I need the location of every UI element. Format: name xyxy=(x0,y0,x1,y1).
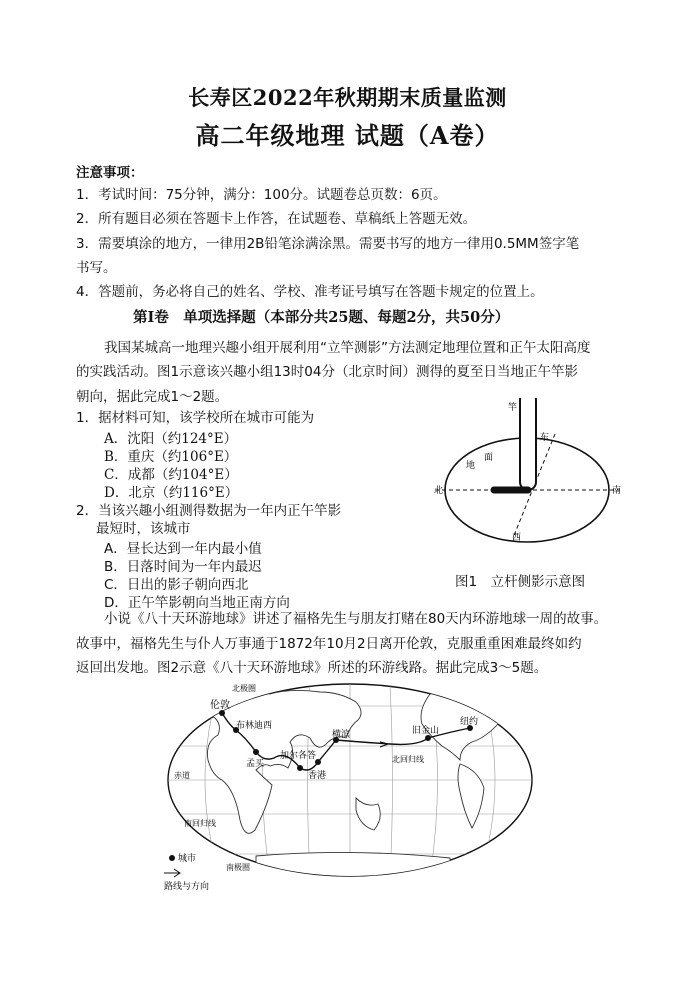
tropic-cancer-label: 北回归线 xyxy=(392,755,424,764)
question-1-option-d: D．北京（约116°E） xyxy=(104,485,239,501)
hong-kong-label: 香港 xyxy=(308,771,327,781)
question-1-option-c: C．成都（约104°E） xyxy=(104,467,238,483)
notice-item-2: 2．所有题目必须在答题卡上作答，在试题卷、草稿纸上答题无效。 xyxy=(76,211,477,227)
notice-heading: 注意事项： xyxy=(76,165,144,181)
notice-item-1: 1．考试时间：75分钟，满分：100分。试题卷总页数：6页。 xyxy=(76,187,447,203)
ground-label: 地 xyxy=(466,461,476,471)
passage1-line-3: 朝向，据此完成1～2题。 xyxy=(76,389,229,405)
pole-label: 竿 xyxy=(508,403,518,413)
south-label: 南 xyxy=(612,486,622,496)
surface-label: 面 xyxy=(484,453,494,463)
question-2-stem: 2．当该兴趣小组测得数据为一年内正午竿影 xyxy=(76,503,342,519)
arctic-circle-label: 北极圈 xyxy=(232,684,256,693)
exam-subtitle: 高二年级地理 试题（A卷） xyxy=(195,121,500,150)
question-1-option-a: A．沈阳（约124°E） xyxy=(104,431,238,447)
notice-item-3: 3．需要填涂的地方，一律用2B铅笔涂满涂黑。需要书写的地方一律用0.5MM签字笔 xyxy=(76,236,580,252)
new-york-label: 纽约 xyxy=(460,717,479,727)
figure-1-caption: 图1 立杆侧影示意图 xyxy=(455,574,586,590)
question-2-option-c: C．日出的影子朝向西北 xyxy=(104,577,249,593)
question-2-stem-cont: 最短时，该城市 xyxy=(96,521,191,537)
legend-route-label: 路线与方向 xyxy=(164,882,210,892)
pole xyxy=(520,398,536,490)
question-2-option-a: A．昼长达到一年内最小值 xyxy=(104,541,262,557)
passage2-line-2: 故事中，福格先生与仆人万事通于1872年10月2日离开伦敦，克服重重困难最终如约 xyxy=(76,636,582,652)
figure-2-map xyxy=(160,680,540,895)
figure-1-diagram xyxy=(420,398,630,548)
san-francisco-label: 旧金山 xyxy=(412,726,440,736)
question-2-option-b: B．日落时间为一年内最迟 xyxy=(104,559,262,575)
question-2-option-d: D．正午竿影朝向当地正南方向 xyxy=(104,595,290,611)
question-1-stem: 1．据材料可知，该学校所在城市可能为 xyxy=(76,410,315,426)
yokohama-label: 横滨 xyxy=(332,730,351,740)
question-1-option-b: B．重庆（约106°E） xyxy=(104,449,238,465)
legend-city-label: 城市 xyxy=(178,854,197,864)
notice-item-4: 4．答题前，务必将自己的姓名、学校、准考证号填写在答题卡规定的位置上。 xyxy=(76,284,544,300)
calcutta-label: 加尔各答 xyxy=(280,751,317,761)
passage2-line-1: 小说《八十天环游地球》讲述了福格先生与朋友打赌在80天内环游地球一周的故事。 xyxy=(104,611,608,627)
london-label: 伦敦 xyxy=(210,700,230,711)
passage2-line-3: 返回出发地。图2示意《八十天环游地球》所述的环游线路。据此完成3～5题。 xyxy=(76,660,548,676)
brindisi-label: 布林迪西 xyxy=(236,721,273,731)
bombay-label: 孟买 xyxy=(246,759,265,769)
notice-item-3-cont: 书写。 xyxy=(76,260,117,276)
west-label: 西 xyxy=(512,533,522,543)
antarctic-circle-label: 南极圈 xyxy=(226,863,250,872)
legend-city-icon xyxy=(169,855,175,861)
passage1-line-2: 的实践活动。图1示意该兴趣小组13时04分（北京时间）测得的夏至日当地正午竿影 xyxy=(76,364,578,380)
equator-label: 赤道 xyxy=(174,771,190,780)
exam-title: 长寿区2022年秋期期末质量监测 xyxy=(188,85,507,110)
legend-route-icon xyxy=(164,869,180,877)
section-title: 第Ⅰ卷 单项选择题（本部分共25题、每题2分，共50分） xyxy=(133,309,510,326)
north-label: 北 xyxy=(434,486,444,496)
passage1-line-1: 我国某城高一地理兴趣小组开展利用“立竿测影”方法测定地理位置和正午太阳高度 xyxy=(104,340,591,356)
east-label: 东 xyxy=(540,433,550,443)
tropic-capricorn-label: 南回归线 xyxy=(184,819,216,828)
